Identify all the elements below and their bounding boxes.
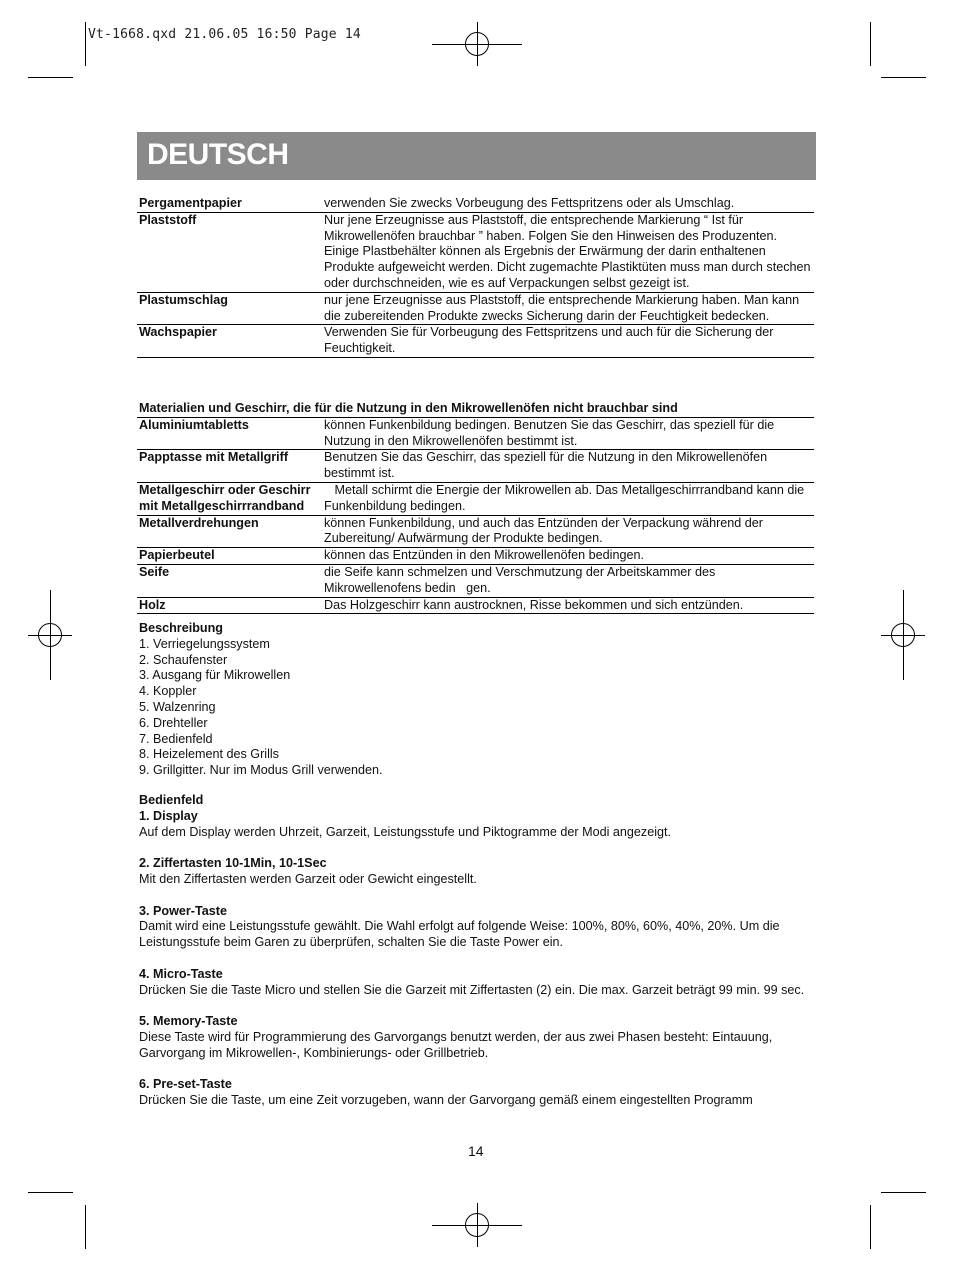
table-row <box>137 564 814 597</box>
material-term: Aluminiumtabletts <box>139 417 249 432</box>
material-term: Papptasse mit Metallgriff <box>139 450 289 465</box>
material-desc: verwenden Sie zwecks Vorbeugung des Fettspritzens oder als Umschlag. <box>324 196 735 210</box>
material-term-line: mit Metallgeschirrrandband <box>139 498 305 513</box>
crop-mark <box>28 1192 73 1193</box>
material-desc: Benutzen Sie das Geschirr, das speziell für die Nutzung in den Mikrowellenöfen bestimmt ist. <box>324 450 768 481</box>
list-item: 5. Walzenring <box>139 699 216 714</box>
banner-title: DEUTSCH <box>147 138 289 171</box>
crop-mark <box>28 77 73 78</box>
list-item: 2. Schaufenster <box>139 652 228 667</box>
unusable-heading: Materialien und Geschirr, die für die Nutzung in den Mikrowellenöfen nicht brauchbar sind <box>139 401 678 415</box>
table-row <box>137 417 814 450</box>
registration-circle <box>891 623 915 647</box>
subsection-text: Drücken Sie die Taste, um eine Zeit vorzugeben, wann der Garvorgang gemäß einem eingestellten Programm <box>139 1093 753 1108</box>
material-term: Wachspapier <box>139 325 217 340</box>
table-row <box>137 515 814 548</box>
crop-mark <box>881 77 926 78</box>
unusable-materials-table <box>137 401 814 614</box>
print-slug: Vt-1668.qxd 21.06.05 16:50 Page 14 <box>88 27 361 42</box>
material-desc: können Funkenbildung bedingen. Benutzen Sie das Geschirr, das speziell für die Nutzung in den Mikrowellenöfen bestimmt ist. <box>324 417 775 448</box>
registration-circle <box>465 1213 489 1237</box>
list-item: 6. Drehteller <box>139 715 208 730</box>
control-panel-section <box>139 793 815 1109</box>
description-section <box>139 621 815 779</box>
table-row <box>137 325 814 358</box>
subsection-heading: 3. Power-Taste <box>139 903 227 918</box>
section-title: Bedienfeld <box>139 793 204 807</box>
section-title: Beschreibung <box>139 621 223 635</box>
registration-circle <box>465 32 489 56</box>
subsection-text: Mit den Ziffertasten werden Garzeit oder Gewicht eingestellt. <box>139 871 477 886</box>
list-item: 3. Ausgang für Mikrowellen <box>139 668 291 683</box>
material-desc: die Seife kann schmelzen und Verschmutzung der Arbeitskammer des Mikrowellenofens bedin gen. <box>324 564 719 595</box>
subsection-heading: 4. Micro-Taste <box>139 966 223 981</box>
material-desc: können Funkenbildung, und auch das Entzünden der Verpackung während der Zubereitung/ Aufwärmung der Produkte bedingen. <box>324 515 764 546</box>
table-row <box>137 292 814 325</box>
material-term: Seife <box>139 564 170 579</box>
table-row <box>137 212 814 292</box>
list-item: 1. Verriegelungssystem <box>139 636 270 651</box>
subsection-text: Damit wird eine Leistungsstufe gewählt. Die Wahl erfolgt auf folgende Weise: 100%, 80%, 60%, 40%, 20%. Um die Leistungsstufe beim Garen zu überprüfen, schalten Sie die Taste Power ein. <box>139 919 780 950</box>
crop-mark <box>870 22 871 66</box>
material-desc: können das Entzünden in den Mikrowellenöfen bedingen. <box>324 548 644 563</box>
list-item: 8. Heizelement des Grills <box>139 747 279 762</box>
language-banner <box>137 132 816 180</box>
list-item: 7. Bedienfeld <box>139 731 213 746</box>
crop-mark <box>870 1205 871 1249</box>
page-number: 14 <box>468 1143 484 1159</box>
subsection-text: Diese Taste wird für Programmierung des Garvorgangs benutzt werden, der aus zwei Phasen besteht: Eintauung, Garvorgang im Mikrowellen-, Kombinierungs- oder Grillbetrieb. <box>139 1029 773 1060</box>
table-row <box>137 196 814 212</box>
subsection-text: Drücken Sie die Taste Micro und stellen Sie die Garzeit mit Ziffertasten (2) ein. Die max. Garzeit beträgt 99 min. 99 sec. <box>139 982 805 997</box>
material-term: Pergamentpapier <box>139 196 242 210</box>
subsection-heading: 1. Display <box>139 808 198 823</box>
material-term-line: Metallgeschirr oder Geschirr <box>139 482 311 497</box>
material-term: Plastumschlag <box>139 292 228 307</box>
table-row <box>137 482 814 515</box>
table-row <box>137 597 814 614</box>
material-term: Holz <box>139 597 166 612</box>
material-desc: Metall schirmt die Energie der Mikrowellen ab. Das Metallgeschirrrandband kann die Funkenbildung bedingen. <box>324 482 808 513</box>
list-item: 9. Grillgitter. Nur im Modus Grill verwenden. <box>139 763 383 778</box>
crop-mark <box>85 1205 86 1249</box>
material-desc: Nur jene Erzeugnisse aus Plaststoff, die entsprechende Markierung “ Ist für Mikrowellenöfen brauchbar ” haben. Folgen Sie den Hinweisen des Produzenten. Einige Plastbehälter können als Ergebnis der Erwärmung der darin enthaltenen Produkte aufgeweicht werden. Dicht zugemachte Plastiktüten muss man durch stechen oder durchschneiden, wie es auf Verpackungen selbst gezeigt ist. <box>324 212 811 290</box>
usable-materials-table <box>137 196 814 358</box>
table-heading-row <box>137 401 814 417</box>
crop-mark <box>85 22 86 66</box>
material-desc: nur jene Erzeugnisse aus Plaststoff, die entsprechende Markierung haben. Man kann die zubereitenden Produkte zwecks Sicherung darin der Feuchtigkeit bedecken. <box>324 292 800 323</box>
subsection-text: Auf dem Display werden Uhrzeit, Garzeit, Leistungsstufe und Piktogramme der Modi angezeigt. <box>139 824 671 839</box>
subsection-heading: 5. Memory-Taste <box>139 1014 238 1029</box>
material-term: Metallverdrehungen <box>139 515 259 530</box>
crop-mark <box>881 1192 926 1193</box>
material-term: Papierbeutel <box>139 548 215 563</box>
table-row <box>137 450 814 483</box>
material-desc: Das Holzgeschirr kann austrocknen, Risse bekommen und sich entzünden. <box>324 597 744 612</box>
registration-circle <box>38 623 62 647</box>
table-row <box>137 548 814 565</box>
material-term: Plaststoff <box>139 212 197 227</box>
list-item: 4. Koppler <box>139 684 197 699</box>
subsection-heading: 2. Ziffertasten 10-1Min, 10-1Sec <box>139 856 327 871</box>
subsection-heading: 6. Pre-set-Taste <box>139 1077 232 1092</box>
material-term <box>137 482 322 515</box>
material-desc: Verwenden Sie für Vorbeugung des Fettspritzens und auch für die Sicherung der Feuchtigkeit. <box>324 325 774 356</box>
